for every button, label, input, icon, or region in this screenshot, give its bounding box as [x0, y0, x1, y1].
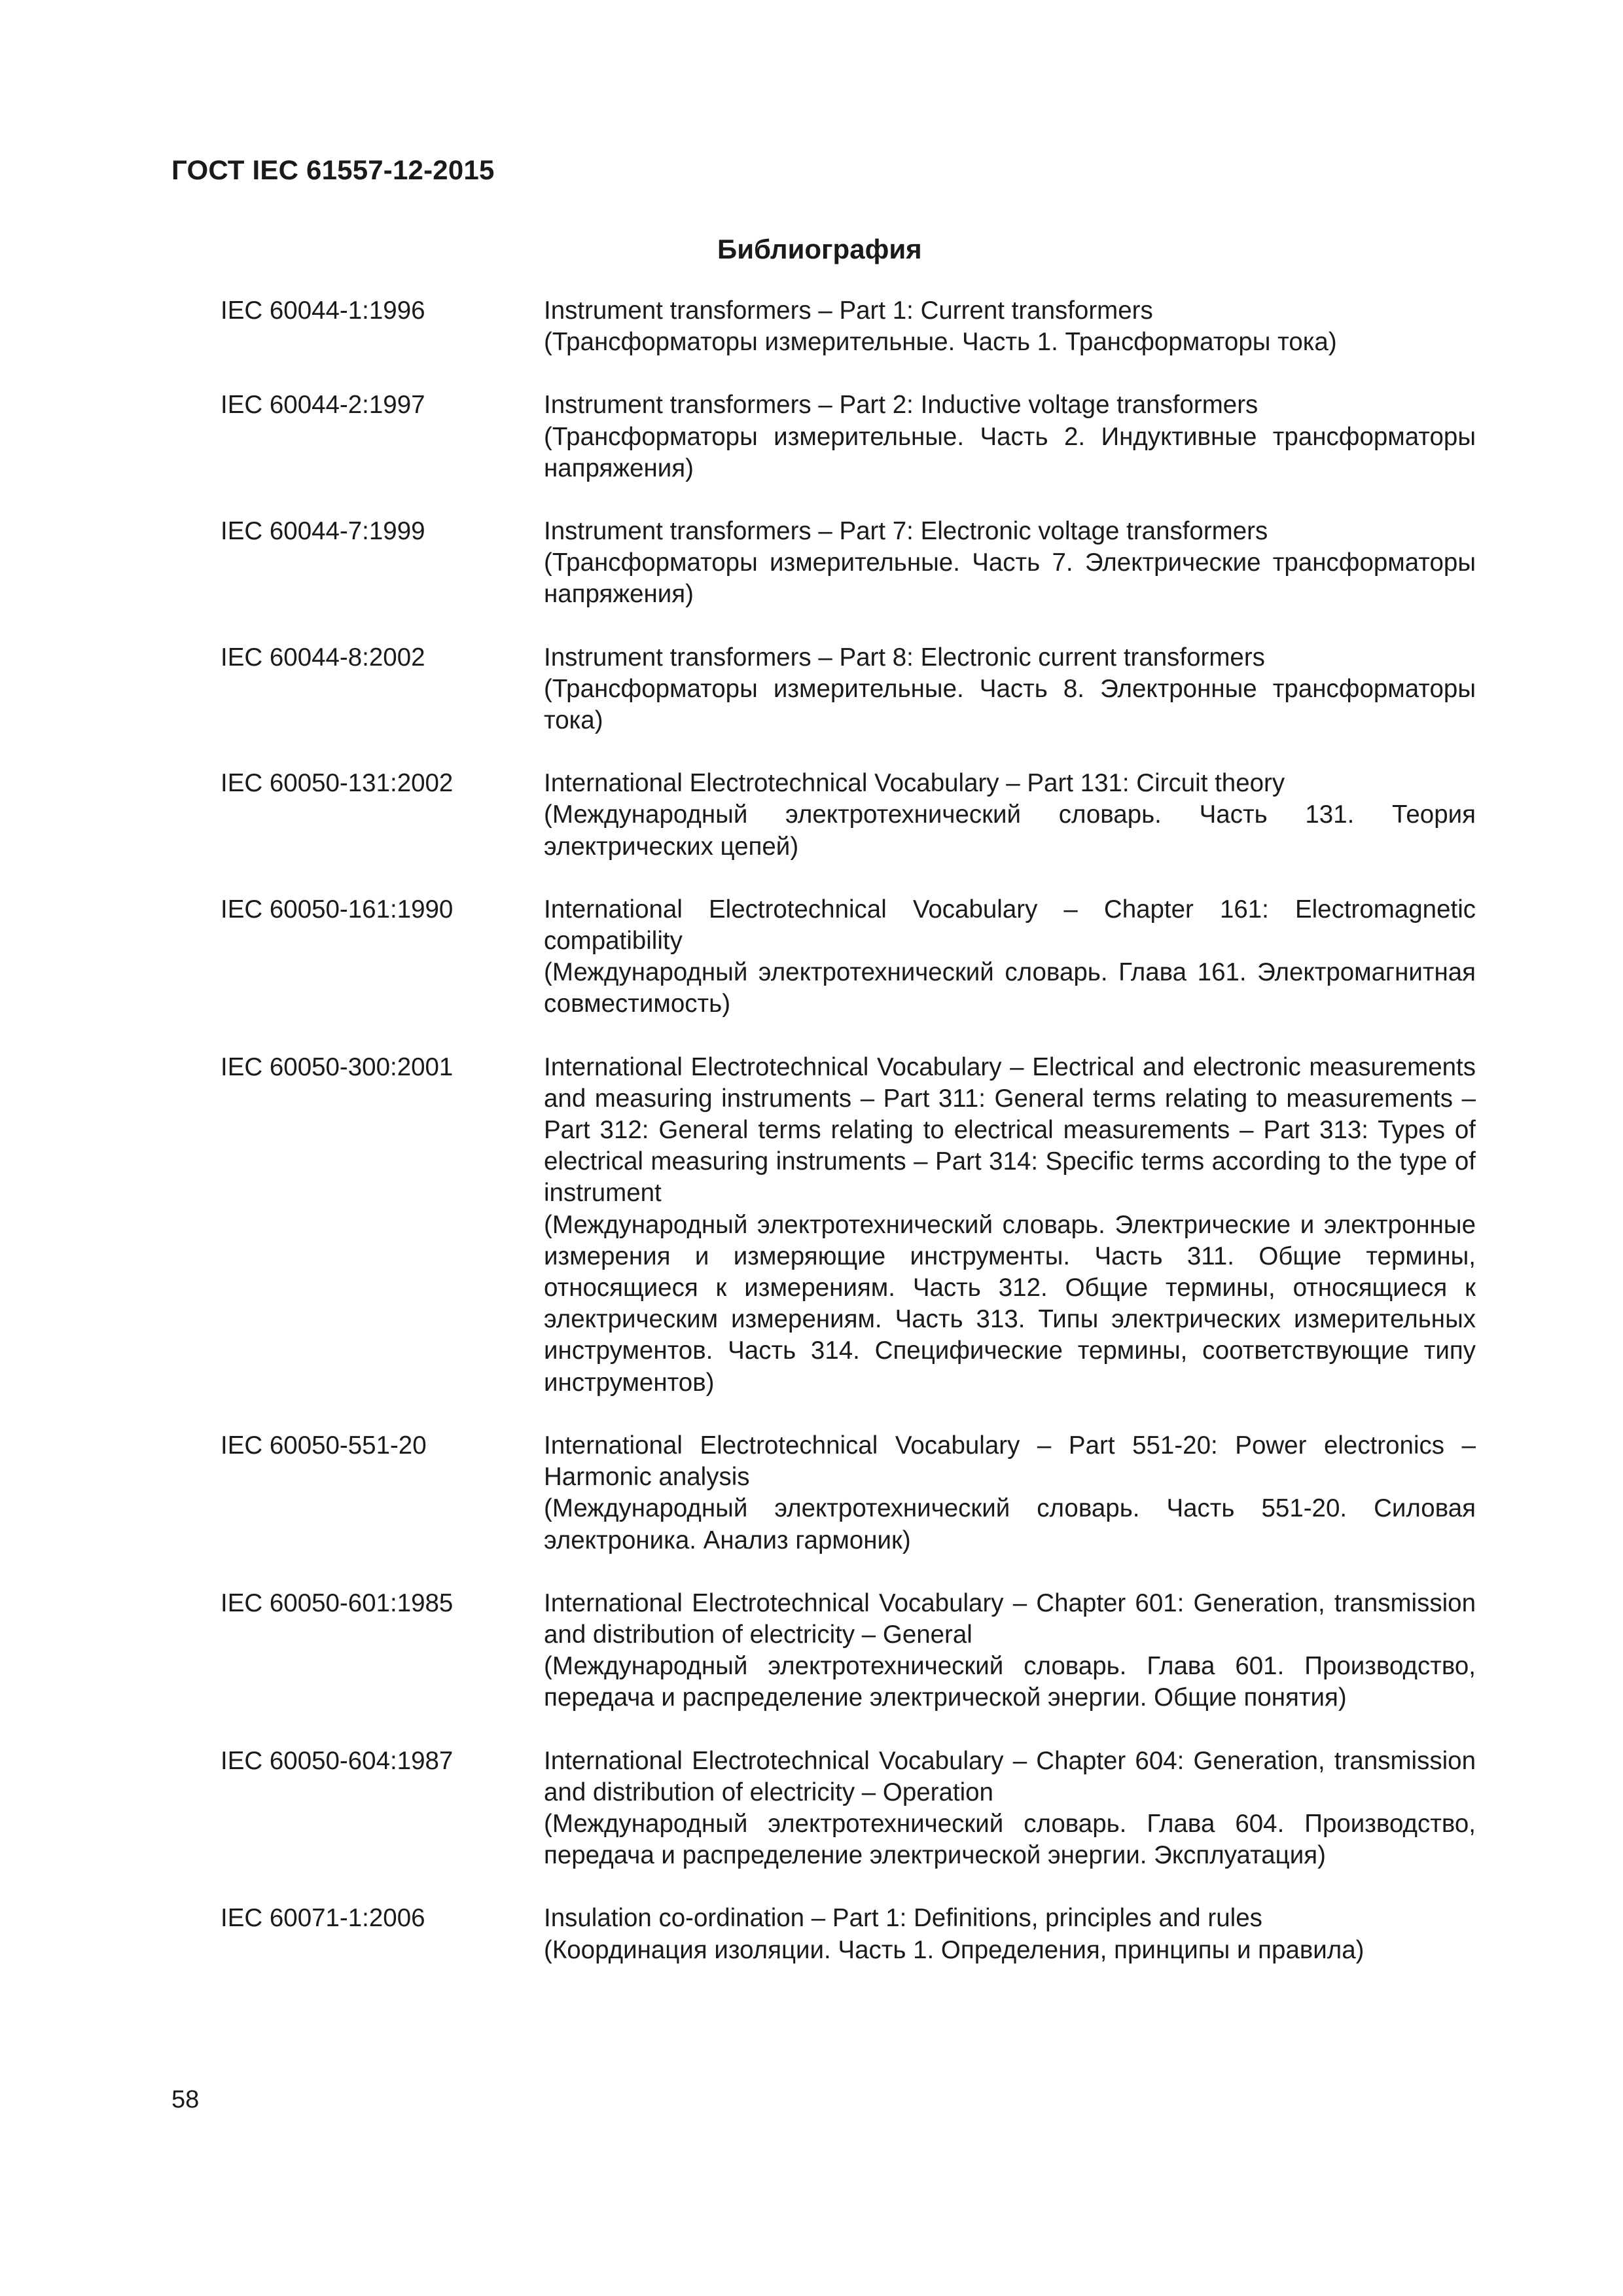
bibliography-entry: [221, 768, 1476, 863]
bibliography-entry: [221, 1052, 1476, 1399]
bibliography-entry: [221, 516, 1476, 611]
reference-body: [544, 389, 1476, 484]
reference-id: IEC 60044-8:2002: [221, 643, 425, 672]
reference-body: [544, 1430, 1476, 1556]
reference-title-ru: (Международный электротехнический словарь. Часть 551-20. Силовая электроника. Анализ гармоник): [544, 1494, 1476, 1554]
reference-id: IEC 60050-161:1990: [221, 895, 454, 924]
reference-title-en: Instrument transformers – Part 2: Inductive voltage transformers: [544, 391, 1258, 420]
bibliography-entry: [221, 295, 1476, 358]
reference-body: [544, 1903, 1476, 1965]
bibliography-entry: [221, 1430, 1476, 1556]
reference-title-ru: (Трансформаторы измерительные. Часть 8. Электронные трансформаторы тока): [544, 674, 1476, 735]
reference-title-en: Instrument transformers – Part 7: Electronic voltage transformers: [544, 517, 1268, 546]
bibliography-entry: [221, 642, 1476, 737]
bibliography-list: [221, 295, 1476, 1966]
reference-title-ru: (Трансформаторы измерительные. Часть 2. Индуктивные трансформаторы напряжения): [544, 422, 1476, 482]
reference-title-en: International Electrotechnical Vocabulary – Electrical and electronic measurements and measuring instruments – Part 311: General terms relating to measurements – Part 312: General terms relating to electrical measurements – Part 313: Types of electrical measuring instruments – Part 314: Specific terms according to the type of instrument: [544, 1052, 1476, 1208]
reference-body: [544, 1588, 1476, 1714]
reference-id: IEC 60044-2:1997: [221, 391, 425, 420]
reference-body: [544, 1052, 1476, 1399]
reference-id: IEC 60050-551-20: [221, 1431, 427, 1460]
reference-id: IEC 60050-604:1987: [221, 1746, 454, 1775]
reference-title-en: International Electrotechnical Vocabulary – Chapter 601: Generation, transmission and distribution of electricity – General: [544, 1588, 1476, 1649]
reference-title-ru: (Международный электротехнический словарь. Электрические и электронные измерения и измеряющие инструменты. Часть 311. Общие термины, относящиеся к измерениям. Часть 312. Общие термины, относящиеся к электрическим измерениям. Часть 313. Типы электрических измерительных инструментов. Часть 314. Специфические термины, соответствующие типу инструментов): [544, 1210, 1476, 1397]
reference-id: IEC 60050-131:2002: [221, 769, 454, 798]
reference-title-ru: (Международный электротехнический словарь. Глава 161. Электромагнитная совместимость): [544, 958, 1476, 1018]
reference-id: IEC 60044-1:1996: [221, 296, 425, 325]
reference-title-ru: (Трансформаторы измерительные. Часть 7. Электрические трансформаторы напряжения): [544, 548, 1476, 609]
reference-id: IEC 60071-1:2006: [221, 1904, 425, 1933]
bibliography-entry: [221, 1588, 1476, 1714]
reference-title-ru: (Международный электротехнический словарь. Глава 604. Производство, передача и распределение электрической энергии. Эксплуатация): [544, 1809, 1476, 1870]
reference-body: [544, 894, 1476, 1020]
reference-title-ru: (Международный электротехнический словарь. Часть 131. Теория электрических цепей): [544, 800, 1476, 861]
bibliography-entry: [221, 389, 1476, 484]
reference-title-en: Instrument transformers – Part 1: Current transformers: [544, 296, 1153, 325]
reference-title-en: Instrument transformers – Part 8: Electronic current transformers: [544, 643, 1265, 672]
reference-title-en: International Electrotechnical Vocabulary – Part 131: Circuit theory: [544, 769, 1285, 798]
reference-title-en: International Electrotechnical Vocabulary – Part 551-20: Power electronics – Harmonic analysis: [544, 1431, 1476, 1492]
bibliography-entry: [221, 1903, 1476, 1965]
bibliography-entry: [221, 1746, 1476, 1872]
bibliography-entry: [221, 894, 1476, 1020]
reference-body: [544, 295, 1476, 358]
reference-body: [544, 768, 1476, 863]
reference-title-ru: (Трансформаторы измерительные. Часть 1. Трансформаторы тока): [544, 328, 1337, 357]
reference-body: [544, 642, 1476, 737]
page-number: 58: [171, 2086, 200, 2113]
reference-id: IEC 60050-300:2001: [221, 1052, 454, 1081]
section-title: Библиография: [717, 234, 922, 264]
reference-id: IEC 60044-7:1999: [221, 517, 425, 546]
reference-title-en: International Electrotechnical Vocabulary – Chapter 161: Electromagnetic compatibility: [544, 895, 1476, 956]
reference-body: [544, 1746, 1476, 1872]
reference-title-ru: (Координация изоляции. Часть 1. Определения, принципы и правила): [544, 1935, 1364, 1964]
reference-body: [544, 516, 1476, 611]
reference-title-en: International Electrotechnical Vocabulary – Chapter 604: Generation, transmission and distribution of electricity – Operation: [544, 1746, 1476, 1806]
document-code: ГОСТ IEC 61557-12-2015: [171, 154, 495, 185]
reference-title-en: Insulation co-ordination – Part 1: Definitions, principles and rules: [544, 1904, 1262, 1933]
reference-title-ru: (Международный электротехнический словарь. Глава 601. Производство, передача и распределение электрической энергии. Общие понятия): [544, 1652, 1476, 1712]
reference-id: IEC 60050-601:1985: [221, 1588, 454, 1617]
